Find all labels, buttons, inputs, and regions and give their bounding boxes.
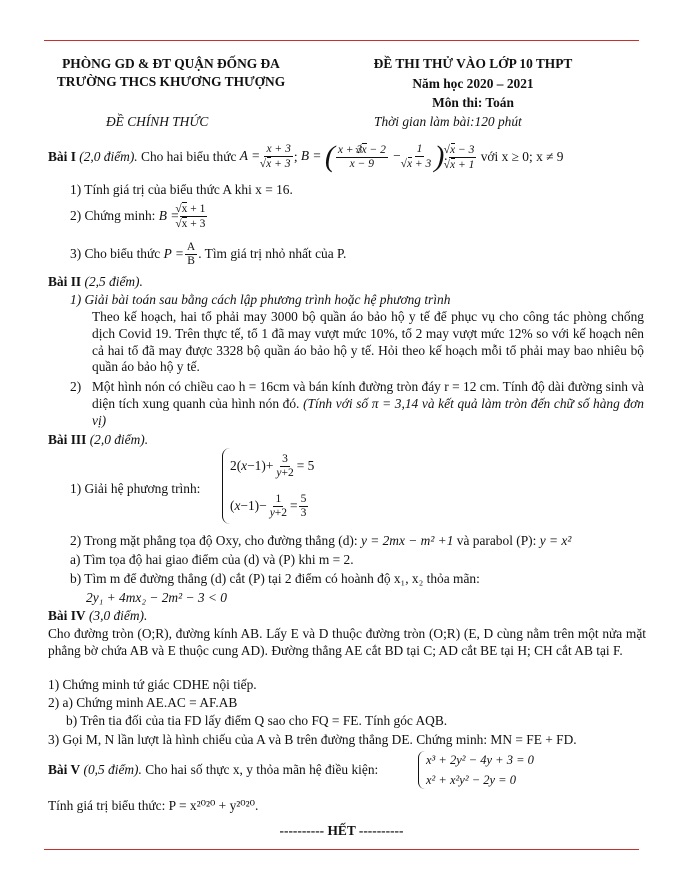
system1-eq1: 2( x −1)+ $\frac{3}{y+2}$ = 5: [230, 452, 315, 479]
bai4-q1: 1) Chứng minh tứ giác CDHE nội tiếp.: [48, 677, 257, 692]
bai1-q3: 3) Cho biểu thức P = $\frac{A}{B}$ . Tìm giá trị nhỏ nhất của P.: [70, 240, 347, 267]
bai3-points: (2,0 điểm).: [89, 432, 149, 447]
bai2-title: Bài II: [48, 274, 82, 289]
bai4-intro: Cho đường tròn (O;R), đường kính AB. Lấy E và D thuộc đường tròn (O;R) (E, D cùng nằm trên một nửa mặt phẳng bờ chứa AB và E thuộc cung AD). Đường thẳng AE cắt BD tại C; AD cắt BE tại H; CH cắt AB tại F.: [48, 626, 646, 658]
header-right-line2: Năm học 2020 – 2021: [412, 76, 534, 91]
bai1-q3-tail: . Tìm giá trị nhỏ nhất của P.: [198, 246, 347, 261]
bai2-q2-body: Một hình nón có chiều cao h = 16cm và bán kính đường tròn đáy r = 12 cm. Tính độ dài đường sinh và diện tích xung quanh của hình nón đó.: [92, 379, 644, 411]
system-brace-2: [418, 751, 425, 789]
bai2-points: (2,5 điểm).: [84, 274, 143, 289]
parabol-p-equation: y = x²: [539, 533, 572, 548]
bai1-q2-label: 2) Chứng minh:: [70, 208, 156, 223]
bai5-eq2: x² + x²y² − 2y = 0: [426, 773, 516, 787]
bai2-heading: [48, 274, 143, 290]
bai5-heading: [48, 762, 378, 778]
system1-eq2: ( x −1)− $\frac{1}{y+2}$ = $\frac{5}{3}$: [230, 492, 307, 519]
bai3-qb: b) Tìm m để đường thẳng (d) cắt (P) tại 2 điểm có hoành độ x₁, x₂ thỏa mãn:: [70, 571, 480, 586]
system-brace-1: [222, 448, 230, 524]
header-left-line2: TRƯỜNG THCS KHƯƠNG THƯỢNG: [56, 74, 286, 89]
bai3-qa: a) Tìm tọa độ hai giao điểm của (d) và (P) khi m = 2.: [70, 552, 354, 567]
bai3-q2: [70, 533, 571, 549]
bai4-q2b: b) Trên tia đối của tia FD lấy điểm Q sao cho FQ = FE. Tính góc AQB.: [66, 713, 448, 728]
bai3-q2-text: 2) Trong mặt phẳng tọa độ Oxy, cho đường thẳng (d):: [70, 533, 358, 548]
bai4-heading: [48, 608, 147, 624]
bai4-q3: 3) Gọi M, N lần lượt là hình chiếu của A và B trên đường thẳng DE. Chứng minh: MN = FE + FD.: [48, 732, 577, 747]
bai5-ask: Tính giá trị biểu thức: P = x²⁰²⁰ + y²⁰²⁰.: [48, 798, 259, 813]
bai3-heading: [48, 432, 148, 448]
bai1-condition: với x ≥ 0; x ≠ 9: [480, 149, 564, 164]
bai2-q1-body: Theo kế hoạch, hai tổ phải may 3000 bộ quần áo bảo hộ y tế để phục vụ cho công tác phòng chống dịch Covid 19. Trên thực tế, tổ 1 đã may vượt mức 10%, tổ 2 may vượt mức 12% so với kế hoạch nên cả hai tổ đã may được 3328 bộ quần áo bảo hộ y tế. Hỏi theo kế hoạch mỗi tổ phải may bao nhiêu bộ quần áo bảo hộ y tế.: [92, 309, 644, 375]
header-right-line4: Thời gian làm bài:120 phút: [374, 114, 522, 129]
bai4-title: Bài IV: [48, 608, 86, 623]
bai1-q3-label: 3) Cho biểu thức: [70, 246, 161, 261]
bai4-points: (3,0 điểm).: [88, 608, 148, 623]
expr-b: B = ( $\frac{x + 3√ x - 2}{x - 9}$ − 1 √ x + 3 ). √ x − 3 √ x + 1: [301, 142, 477, 172]
bai5-points: (0,5 điểm).: [83, 762, 142, 777]
bai1-q2: 2) Chứng minh: B = √ x + 1 √ x + 3: [70, 198, 208, 234]
bai3-title: Bài III: [48, 432, 87, 447]
bai3-q2-and: và parabol (P):: [456, 533, 537, 548]
bai1-heading: Bài I (2,0 điểm). Cho hai biểu thức A = x + 3 √ x + 3 ; B = ( $\frac{x + 3√ x - 2}{x - 9}$ − 1 √ x + 3 ). √ x − 3 √ x + 1 với x ≥ 0; x ≠ 9: [48, 140, 564, 174]
bai2-q1-title: 1) Giải bài toán sau bằng cách lập phương trình hoặc hệ phương trình: [70, 292, 451, 307]
top-rule: [44, 40, 639, 41]
bai3-qb-expr: 2y₁ + 4mx₂ − 2m² − 3 < 0: [86, 590, 227, 605]
bai3-q1-label: 1) Giải hệ phương trình:: [70, 481, 201, 496]
header-official-label: ĐỀ CHÍNH THỨC: [106, 114, 209, 129]
header-right-line3: Môn thi: Toán: [432, 95, 514, 110]
bottom-rule: [44, 849, 639, 850]
line-d-equation: y = 2mx − m² +1: [360, 533, 454, 548]
bai1-intro: Cho hai biểu thức: [141, 149, 237, 164]
bai4-q2a: 2) a) Chứng minh AE.AC = AF.AB: [48, 695, 238, 710]
bai2-q2-note: (Tính với số π = 3,14 và kết quả làm tròn đến chữ số hàng đơn vị): [92, 395, 644, 428]
bai5-title: Bài V: [48, 762, 81, 777]
bai2-q2: [92, 379, 644, 429]
bai5-eq1: x³ + 2y² − 4y + 3 = 0: [426, 753, 534, 767]
bai2-q2-num: 2): [70, 379, 82, 394]
header-right-line1: ĐỀ THI THỬ VÀO LỚP 10 THPT: [373, 56, 573, 71]
expr-a: A = x + 3 √ x + 3: [240, 143, 294, 171]
bai5-intro: Cho hai số thực x, y thỏa mãn hệ điều kiện:: [145, 762, 379, 777]
bai1-title: Bài I: [48, 149, 76, 164]
bai1-q1: 1) Tính giá trị của biểu thức A khi x = 16.: [70, 182, 293, 197]
header-left-line1: PHÒNG GD & ĐT QUẬN ĐỐNG ĐA: [62, 56, 280, 71]
bai1-points: (2,0 điểm).: [79, 149, 138, 164]
end-marker: ---------- HẾT ----------: [279, 823, 404, 838]
